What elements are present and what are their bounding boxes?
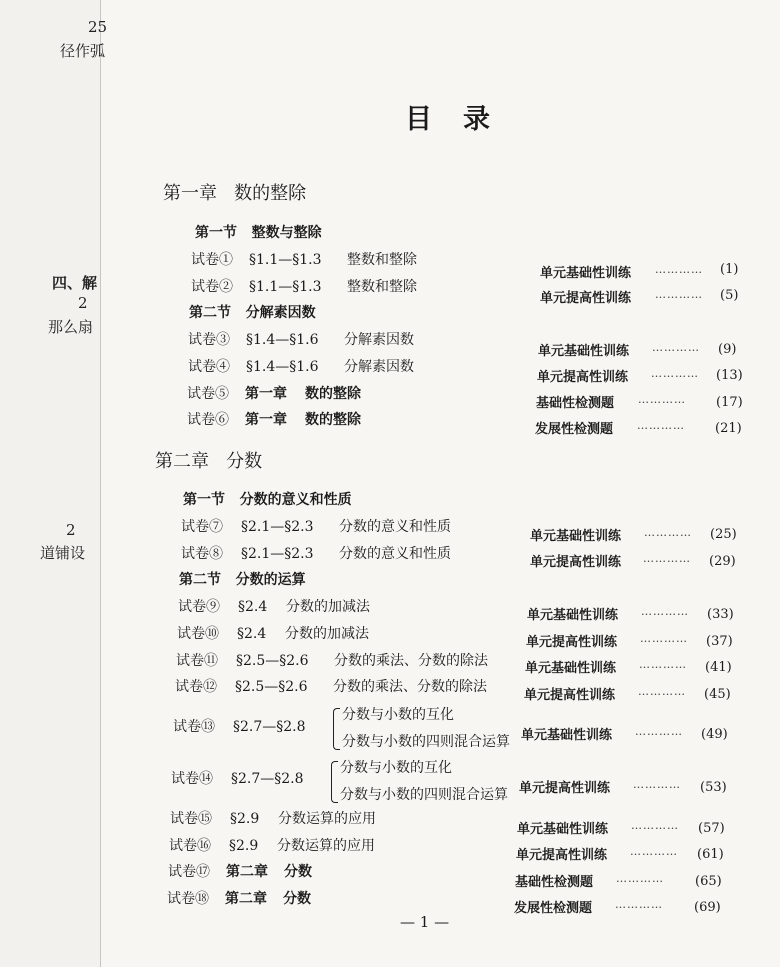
- section-heading: [179, 569, 306, 589]
- paper-number: 试卷⑬: [173, 719, 215, 735]
- paper-number: 试卷⑱: [167, 891, 209, 907]
- paper-row: [175, 676, 487, 696]
- paper-topic: 数的整除: [305, 412, 361, 428]
- leader-dots: …………: [635, 725, 683, 738]
- section-ref: §2.5—§2.6: [235, 679, 308, 695]
- paper-number: 试卷⑥: [187, 412, 229, 428]
- page-number: (21): [715, 421, 742, 436]
- training-type: 单元基础性训练: [521, 728, 613, 743]
- page-number: (1): [720, 262, 739, 277]
- paper-row: [168, 861, 312, 881]
- section-label: 第一节: [195, 225, 237, 241]
- leader-dots: …………: [655, 288, 703, 301]
- paper-topic: 分解素因数: [344, 359, 414, 375]
- chapter-name: 数的整除: [234, 183, 307, 204]
- training-type: 发展性检测题: [514, 901, 593, 916]
- page-number: (13): [716, 368, 743, 383]
- chapter-heading: [163, 179, 306, 205]
- paper-row: [169, 835, 375, 855]
- paper-row: [191, 249, 417, 269]
- paper-row: [187, 409, 361, 429]
- paper-number: 试卷⑤: [187, 386, 229, 402]
- paper-number: 试卷①: [191, 252, 233, 268]
- leader-dots: …………: [615, 898, 663, 911]
- paper-topic: 整数和整除: [347, 279, 417, 295]
- training-type: 单元提高性训练: [537, 370, 629, 385]
- section-label: 第二节: [179, 572, 221, 588]
- paper-row: [191, 276, 417, 296]
- paper-topic: 分数的加减法: [286, 599, 370, 615]
- training-type: 单元基础性训练: [530, 529, 622, 544]
- paper-number: 试卷⑫: [175, 679, 217, 695]
- leader-dots: …………: [655, 263, 703, 276]
- left-fragment: 径作弧: [60, 42, 106, 60]
- section-label: 第一节: [183, 492, 225, 508]
- paper-row: [181, 516, 451, 536]
- chapter-label: 第二章: [155, 451, 209, 472]
- paper-row: [181, 543, 451, 563]
- section-name: 分数的运算: [235, 572, 306, 588]
- leader-dots: …………: [644, 526, 692, 539]
- left-fragment: 2: [66, 521, 76, 539]
- training-type: 单元提高性训练: [516, 848, 608, 863]
- leader-dots: …………: [630, 845, 678, 858]
- section-ref: 第一章: [245, 412, 287, 428]
- paper-topic: 分数的乘法、分数的除法: [334, 653, 488, 669]
- training-type: 基础性检测题: [515, 875, 594, 890]
- leader-dots: …………: [631, 819, 679, 832]
- page-title: 目 录: [405, 104, 492, 135]
- paper-number: 试卷②: [191, 279, 233, 295]
- section-ref: 第一章: [245, 386, 287, 402]
- page-number: (49): [701, 727, 728, 742]
- training-type: 单元基础性训练: [517, 822, 609, 837]
- section-ref: §2.5—§2.6: [236, 653, 309, 669]
- training-type: 单元基础性训练: [540, 266, 632, 281]
- paper-row: [170, 808, 376, 828]
- paper-topic: 分数与小数的互化: [340, 760, 452, 776]
- paper-row: [167, 888, 311, 908]
- section-ref: §2.1—§2.3: [241, 546, 314, 562]
- page-number: (9): [718, 342, 737, 357]
- paper-topic: 分数: [283, 891, 311, 907]
- leader-dots: …………: [639, 658, 687, 671]
- brace-bracket: [331, 761, 338, 803]
- left-fragment: 25: [88, 18, 108, 36]
- leader-dots: …………: [651, 367, 699, 380]
- page-number: (25): [710, 527, 737, 542]
- training-type: 单元提高性训练: [526, 635, 618, 650]
- paper-topic: 分数: [284, 864, 312, 880]
- paper-row: [188, 329, 414, 349]
- paper-row: [187, 383, 361, 403]
- section-ref: §2.9: [229, 838, 259, 854]
- paper-row: [178, 596, 370, 616]
- section-name: 整数与整除: [251, 225, 322, 241]
- paper-topic: 分数运算的应用: [278, 811, 376, 827]
- leader-dots: …………: [643, 552, 691, 565]
- page-number: (57): [698, 821, 725, 836]
- training-type: 单元提高性训练: [524, 688, 616, 703]
- section-ref: §1.1—§1.3: [249, 252, 322, 268]
- section-label: 第二节: [189, 305, 231, 321]
- section-ref: 第二章: [226, 864, 268, 880]
- page-number: (29): [709, 554, 736, 569]
- leader-dots: …………: [638, 685, 686, 698]
- section-heading: [195, 222, 322, 242]
- page-number: (41): [705, 660, 732, 675]
- section-ref: 第二章: [225, 891, 267, 907]
- training-type: 单元基础性训练: [538, 344, 630, 359]
- paper-row: [177, 623, 369, 643]
- chapter-label: 第一章: [163, 183, 217, 204]
- paper-row: [188, 356, 414, 376]
- training-type: 基础性检测题: [536, 396, 615, 411]
- leader-dots: …………: [633, 778, 681, 791]
- page-number: (61): [697, 847, 724, 862]
- paper-topic: 分数的乘法、分数的除法: [333, 679, 487, 695]
- page-number: (33): [707, 607, 734, 622]
- paper-topic: 数的整除: [305, 386, 361, 402]
- section-ref: §1.4—§1.6: [246, 359, 319, 375]
- paper-topic: 分数的意义和性质: [339, 519, 451, 535]
- paper-number: 试卷⑯: [169, 838, 211, 854]
- training-type: 单元基础性训练: [525, 661, 617, 676]
- training-type: 单元提高性训练: [540, 291, 632, 306]
- paper-topic: 整数和整除: [347, 252, 417, 268]
- section-ref: §2.9: [230, 811, 260, 827]
- section-ref: §2.4: [237, 626, 267, 642]
- paper-topic: 分数运算的应用: [277, 838, 375, 854]
- paper-row: [171, 768, 304, 788]
- section-heading: [183, 489, 352, 509]
- page-number: (45): [704, 687, 731, 702]
- paper-number: 试卷③: [188, 332, 230, 348]
- paper-topic: 分数与小数的四则混合运算: [342, 734, 510, 750]
- paper-topic: 分数的加减法: [285, 626, 369, 642]
- left-fragment: 四、解: [52, 274, 98, 292]
- leader-dots: …………: [616, 872, 664, 885]
- left-fragment: 道铺设: [40, 544, 86, 562]
- section-ref: §2.7—§2.8: [231, 771, 304, 787]
- paper-number: 试卷⑰: [168, 864, 210, 880]
- training-type: 单元提高性训练: [519, 781, 611, 796]
- paper-number: 试卷⑮: [170, 811, 212, 827]
- leader-dots: …………: [641, 605, 689, 618]
- section-ref: §1.4—§1.6: [246, 332, 319, 348]
- leader-dots: …………: [638, 393, 686, 406]
- left-fragment: 那么扇: [48, 318, 94, 336]
- paper-topic: 分数与小数的四则混合运算: [340, 787, 508, 803]
- paper-row: [173, 716, 306, 736]
- chapter-name: 分数: [226, 451, 263, 472]
- paper-topic: 分数与小数的互化: [342, 707, 454, 723]
- left-fragment: 2: [78, 294, 88, 312]
- previous-page-edge: [0, 0, 101, 967]
- page-footer-number: — 1 —: [400, 913, 450, 931]
- page-number: (37): [706, 634, 733, 649]
- paper-number: 试卷⑧: [181, 546, 223, 562]
- paper-topic: 分解素因数: [344, 332, 414, 348]
- paper-topic: 分数的意义和性质: [339, 546, 451, 562]
- paper-number: 试卷⑦: [181, 519, 223, 535]
- brace-bracket: [333, 708, 340, 750]
- paper-row: [176, 650, 488, 670]
- chapter-heading: [155, 447, 262, 473]
- training-type: 单元基础性训练: [527, 608, 619, 623]
- page-number: (5): [720, 288, 739, 303]
- paper-number: 试卷⑩: [177, 626, 219, 642]
- leader-dots: …………: [652, 341, 700, 354]
- training-type: 发展性检测题: [535, 422, 614, 437]
- leader-dots: …………: [637, 419, 685, 432]
- page-number: (17): [716, 395, 743, 410]
- section-ref: §1.1—§1.3: [249, 279, 322, 295]
- paper-number: 试卷④: [188, 359, 230, 375]
- section-ref: §2.7—§2.8: [233, 719, 306, 735]
- paper-number: 试卷⑭: [171, 771, 213, 787]
- paper-number: 试卷⑨: [178, 599, 220, 615]
- section-name: 分数的意义和性质: [239, 492, 352, 508]
- section-ref: §2.4: [238, 599, 268, 615]
- page-number: (69): [694, 900, 721, 915]
- section-heading: [189, 302, 316, 322]
- paper-number: 试卷⑪: [176, 653, 218, 669]
- section-name: 分解素因数: [245, 305, 316, 321]
- leader-dots: …………: [640, 632, 688, 645]
- page-number: (65): [695, 874, 722, 889]
- section-ref: §2.1—§2.3: [241, 519, 314, 535]
- page-number: (53): [700, 780, 727, 795]
- training-type: 单元提高性训练: [530, 555, 622, 570]
